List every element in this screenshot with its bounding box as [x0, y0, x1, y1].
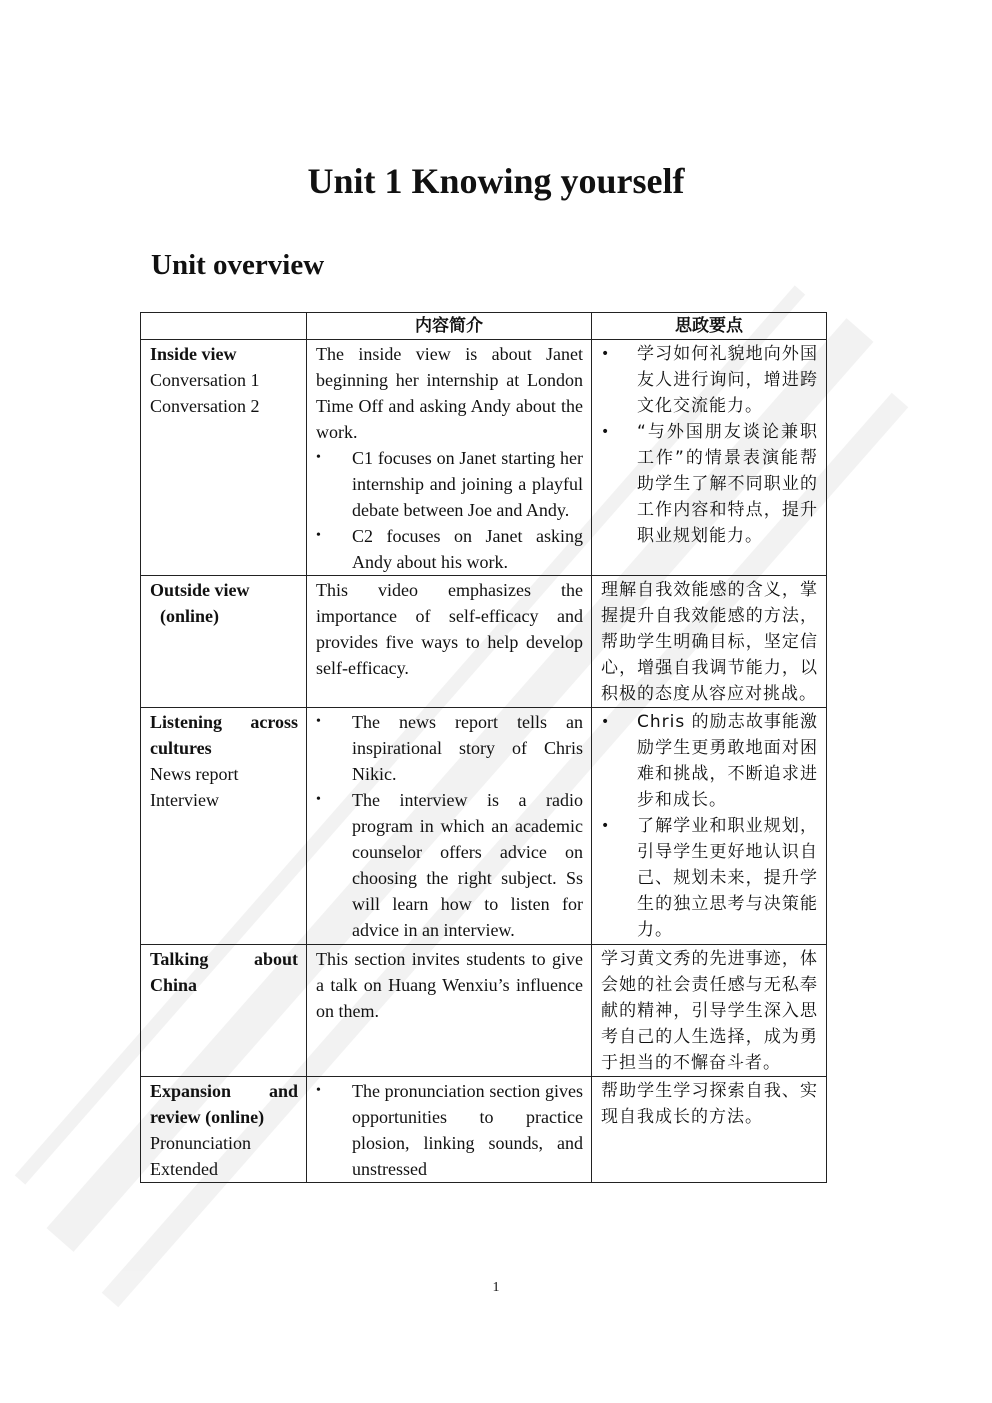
points-cell [592, 945, 827, 1077]
section-name-suffix: (online) [160, 606, 220, 626]
table-header-row [141, 313, 827, 340]
points-bullet-list [601, 341, 818, 549]
list-item: • Chris 的励志故事能激励学生更勇敢地面对困难和挑战，不断追求进步和成长。 [601, 709, 818, 813]
content-intro: This section invites students to give a talk on Huang Wenxiu’s influence on them. [316, 949, 583, 1021]
section-name: Expansion and review (online) [150, 1081, 298, 1127]
section-name: Listening across cultures [150, 712, 298, 758]
unit-overview-table [140, 312, 827, 1183]
section-name: Inside view [150, 344, 237, 364]
section-name-cell [141, 708, 307, 945]
points-cell [592, 340, 827, 576]
section-sub-item: Interview [150, 790, 219, 810]
content-intro: This video emphasizes the importance of self-efficacy and provides five ways to help develop self-efficacy. [316, 580, 583, 678]
content-cell [307, 340, 592, 576]
section-sub-item: Extended [150, 1159, 218, 1179]
header-cell-empty [141, 313, 307, 340]
table-row [141, 340, 827, 576]
points-cell [592, 1077, 827, 1183]
section-sub-item: Pronunciation [150, 1133, 251, 1153]
content-cell [307, 708, 592, 945]
list-item: • C2 focuses on Janet asking Andy about his work. [316, 523, 583, 575]
section-name: Talking about China [150, 949, 298, 995]
table-row [141, 708, 827, 945]
table-row [141, 576, 827, 708]
list-item: • The interview is a radio program in which an academic counselor offers advice on choosing the right subject. Ss will learn how to listen for advice in an interview. [316, 787, 583, 943]
section-sub-item: Conversation 2 [150, 396, 260, 416]
section-sub-item: News report [150, 764, 239, 784]
content-intro: The inside view is about Janet beginning her internship at London Time Off and asking Andy about the work. [316, 344, 583, 442]
content-bullet-list [316, 445, 583, 575]
list-item: • 了解学业和职业规划，引导学生更好地认识自己、规划未来，提升学生的独立思考与决策能力。 [601, 813, 818, 943]
section-name-cell [141, 945, 307, 1077]
points-bullet-list [601, 709, 818, 943]
points-cell [592, 708, 827, 945]
list-item: • 学习如何礼貌地向外国友人进行询问，增进跨文化交流能力。 [601, 341, 818, 419]
list-item: • The news report tells an inspirational story of Chris Nikic. [316, 709, 583, 787]
content-cell [307, 945, 592, 1077]
section-heading: Unit overview [151, 249, 325, 281]
list-item: • The pronunciation section gives opportunities to practice plosion, linking sounds, and unstressed [316, 1078, 583, 1182]
page-title: Unit 1 Knowing yourself [307, 161, 685, 201]
section-name-cell [141, 576, 307, 708]
points-text: 学习黄文秀的先进事迹，体会她的社会责任感与无私奉献的精神，引导学生深入思考自己的人生选择，成为勇于担当的不懈奋斗者。 [601, 949, 818, 1073]
content-bullet-list [316, 709, 583, 943]
section-name: Outside view [150, 580, 250, 600]
section-name-cell [141, 1077, 307, 1183]
points-cell [592, 576, 827, 708]
table-row [141, 945, 827, 1077]
section-sub-item: Conversation 1 [150, 370, 260, 390]
header-cell-content: 内容简介 [307, 313, 592, 340]
content-cell [307, 1077, 592, 1183]
points-text: 理解自我效能感的含义，掌握提升自我效能感的方法，帮助学生明确目标，坚定信心，增强自我调节能力，以积极的态度从容应对挑战。 [601, 580, 818, 704]
table-row [141, 1077, 827, 1183]
content-bullet-list [316, 1078, 583, 1182]
list-item: • C1 focuses on Janet starting her internship and joining a playful debate between Joe and Andy. [316, 445, 583, 523]
section-name-cell [141, 340, 307, 576]
list-item: • “与外国朋友谈论兼职工作”的情景表演能帮助学生了解不同职业的工作内容和特点，提升职业规划能力。 [601, 419, 818, 549]
content-cell [307, 576, 592, 708]
header-cell-points: 思政要点 [592, 313, 827, 340]
points-text: 帮助学生学习探索自我、实现自我成长的方法。 [601, 1081, 818, 1127]
page-number: 1 [492, 1280, 500, 1295]
